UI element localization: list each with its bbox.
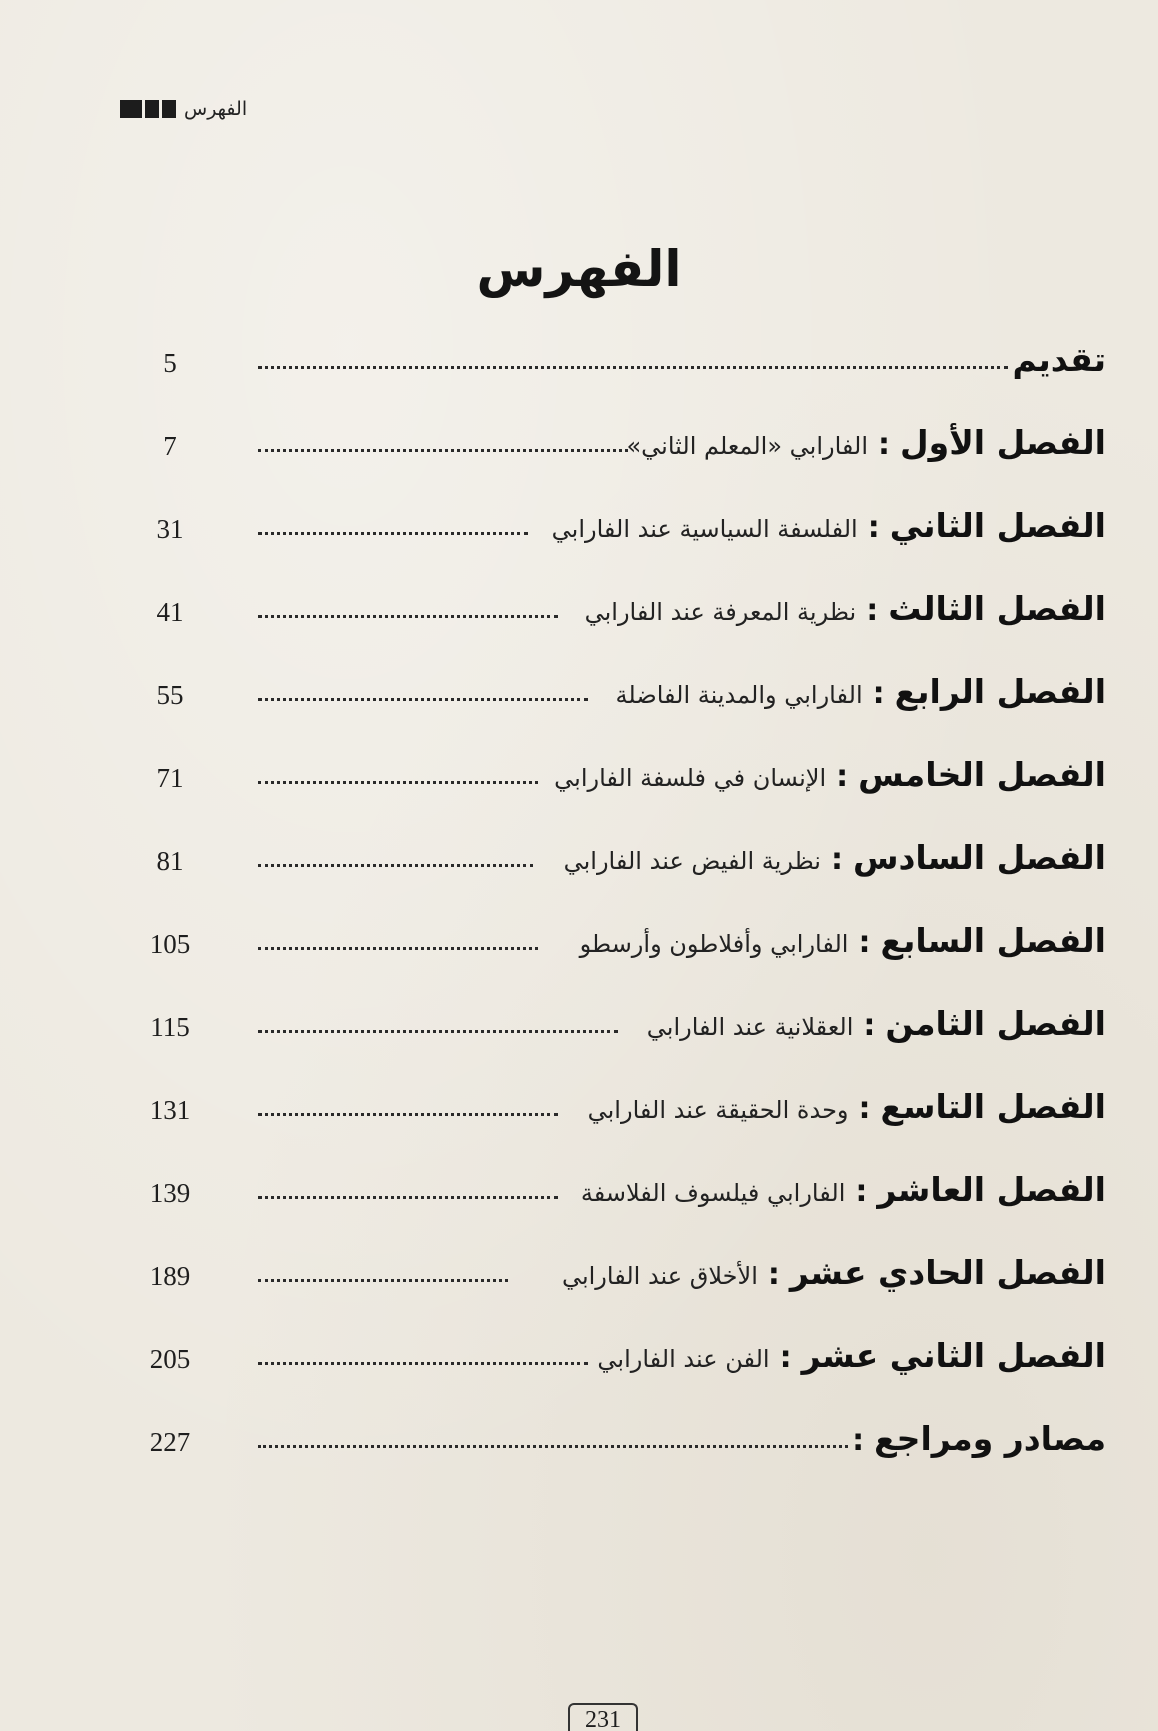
- toc-row-chapter-3: [0, 589, 1158, 649]
- toc-subtitle: الفارابي والمدينة الفاضلة: [615, 681, 863, 709]
- toc-subtitle: الفارابي وأفلاطون وأرسطو: [579, 930, 849, 958]
- toc-page-number: 81: [156, 846, 184, 876]
- toc-page-number: 7: [163, 431, 177, 461]
- toc-row-chapter-9: [0, 1087, 1158, 1147]
- running-head: [120, 98, 247, 120]
- dot-leader: [258, 1445, 848, 1448]
- toc-row-chapter-6: [0, 838, 1158, 898]
- dot-leader: [258, 781, 538, 784]
- toc-subtitle: الفن عند الفارابي: [597, 1345, 770, 1373]
- toc-page-number: 55: [156, 680, 184, 710]
- table-of-contents: [0, 340, 1158, 1590]
- toc-entry: [597, 1336, 1106, 1375]
- dot-leader: [258, 698, 588, 701]
- toc-page-number: 105: [149, 929, 191, 959]
- toc-row-chapter-10: [0, 1170, 1158, 1230]
- toc-row-chapter-2: [0, 506, 1158, 566]
- toc-chapter: تقديم: [1012, 340, 1106, 379]
- toc-page-number: 115: [150, 1012, 190, 1042]
- toc-page-number: 5: [163, 348, 177, 378]
- toc-subtitle: الفلسفة السياسية عند الفارابي: [551, 515, 858, 543]
- toc-chapter: الفصل الحادي عشر: [789, 1253, 1106, 1292]
- toc-page-number: 71: [156, 763, 184, 793]
- toc-subtitle: الأخلاق عند الفارابي: [561, 1262, 758, 1290]
- toc-subtitle: نظرية الفيض عند الفارابي: [563, 847, 821, 875]
- toc-entry: [564, 838, 1106, 877]
- toc-colon: :: [836, 759, 849, 794]
- toc-chapter: الفصل الثامن: [885, 1004, 1106, 1043]
- toc-colon: :: [855, 1174, 868, 1209]
- toc-entry: [562, 1253, 1106, 1292]
- toc-chapter: الفصل الثالث: [888, 589, 1106, 628]
- toc-subtitle: نظرية المعرفة عند الفارابي: [584, 598, 857, 626]
- toc-subtitle: الإنسان في فلسفة الفارابي: [554, 764, 827, 792]
- toc-colon: :: [858, 1091, 871, 1126]
- toc-entry: [626, 423, 1106, 462]
- toc-entry: [1013, 340, 1106, 379]
- toc-colon: :: [867, 510, 880, 545]
- dot-leader: [258, 366, 1008, 369]
- toc-entry: [616, 672, 1106, 711]
- toc-subtitle: العقلانية عند الفارابي: [646, 1013, 854, 1041]
- toc-chapter: الفصل السادس: [852, 838, 1106, 877]
- toc-page-number: 189: [149, 1261, 191, 1291]
- toc-chapter: الفصل الثاني عشر: [801, 1336, 1106, 1375]
- toc-row-intro: [0, 340, 1158, 400]
- toc-entry: [647, 1004, 1106, 1043]
- toc-entry: [585, 589, 1106, 628]
- dot-leader: [258, 864, 533, 867]
- toc-chapter: الفصل الخامس: [858, 755, 1106, 794]
- toc-entry: [552, 506, 1106, 545]
- toc-subtitle: وحدة الحقيقة عند الفارابي: [587, 1096, 849, 1124]
- toc-colon: :: [872, 676, 885, 711]
- dot-leader: [258, 532, 528, 535]
- toc-row-references: [0, 1419, 1158, 1479]
- toc-colon: :: [830, 842, 843, 877]
- toc-row-chapter-7: [0, 921, 1158, 981]
- toc-page-number: 131: [149, 1095, 191, 1125]
- dot-leader: [258, 1196, 558, 1199]
- toc-chapter: الفصل السابع: [880, 921, 1106, 960]
- dot-leader: [258, 947, 538, 950]
- dot-leader: [258, 449, 628, 452]
- toc-entry: [588, 1087, 1106, 1126]
- running-head-label: الفهرس: [184, 98, 248, 120]
- toc-row-chapter-11: [0, 1253, 1158, 1313]
- toc-colon: :: [878, 427, 891, 462]
- toc-colon: :: [858, 925, 871, 960]
- dot-leader: [258, 1279, 508, 1282]
- toc-page-number: 41: [156, 597, 184, 627]
- toc-row-chapter-5: [0, 755, 1158, 815]
- toc-row-chapter-12: [0, 1336, 1158, 1396]
- toc-page-number: 139: [149, 1178, 191, 1208]
- toc-page-number: 227: [149, 1427, 191, 1457]
- dot-leader: [258, 1113, 558, 1116]
- toc-entry: [554, 755, 1106, 794]
- toc-chapter: الفصل التاسع: [880, 1087, 1106, 1126]
- toc-subtitle: الفارابي فيلسوف الفلاسفة: [580, 1179, 846, 1207]
- toc-colon: :: [866, 593, 879, 628]
- dot-leader: [258, 1362, 588, 1365]
- toc-row-chapter-8: [0, 1004, 1158, 1064]
- dot-leader: [258, 615, 558, 618]
- toc-colon: :: [852, 1423, 865, 1458]
- toc-entry: [580, 921, 1106, 960]
- toc-chapter: الفصل العاشر: [877, 1170, 1106, 1209]
- toc-entry: [852, 1419, 1106, 1458]
- toc-row-chapter-4: [0, 672, 1158, 732]
- toc-colon: :: [779, 1340, 792, 1375]
- toc-entry: [581, 1170, 1106, 1209]
- toc-chapter: الفصل الثاني: [889, 506, 1106, 545]
- toc-chapter: مصادر ومراجع: [874, 1419, 1106, 1458]
- page-title: الفهرس: [476, 240, 682, 298]
- toc-chapter: الفصل الأول: [900, 423, 1106, 462]
- toc-page-number: 205: [149, 1344, 191, 1374]
- toc-row-chapter-1: [0, 423, 1158, 483]
- toc-colon: :: [767, 1257, 780, 1292]
- toc-colon: :: [863, 1008, 876, 1043]
- toc-page-number: 31: [156, 514, 184, 544]
- toc-subtitle: الفارابي «المعلم الثاني»: [626, 432, 869, 460]
- page-folio-number: 231: [568, 1703, 638, 1731]
- toc-chapter: الفصل الرابع: [894, 672, 1106, 711]
- running-head-blocks-icon: [120, 100, 176, 118]
- dot-leader: [258, 1030, 618, 1033]
